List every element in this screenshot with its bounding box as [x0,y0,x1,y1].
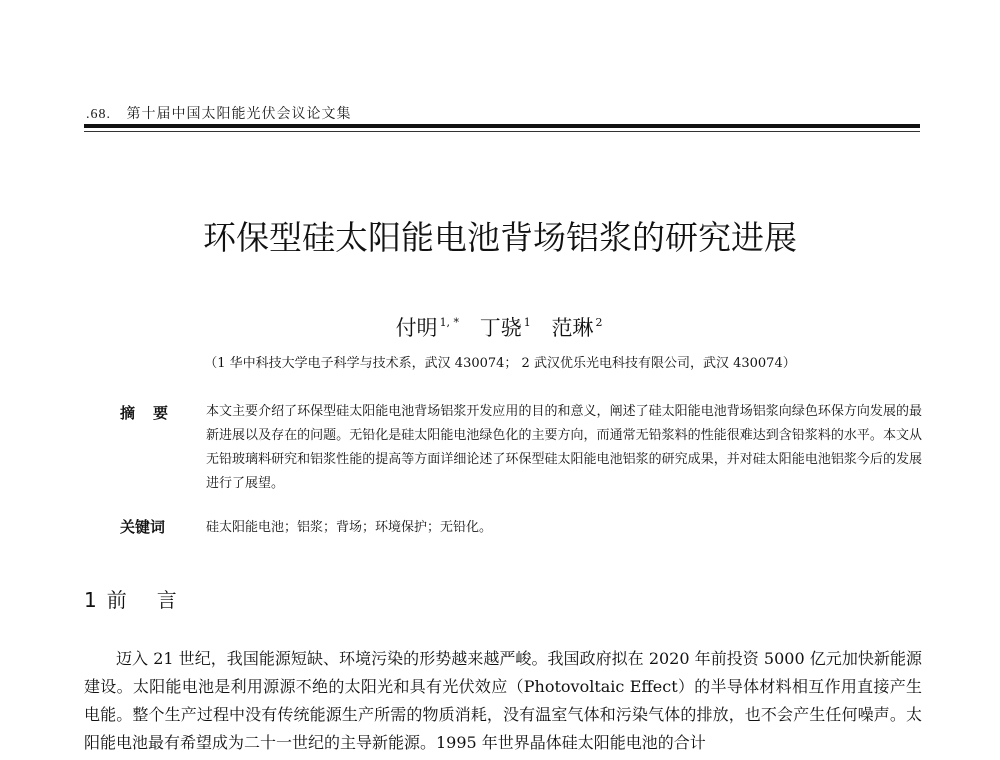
author-affiliation-mark: 2 [595,316,603,329]
author-name: 范琳 [551,316,594,340]
keywords-label: 关键词 [120,518,166,536]
header-rule-thick [84,124,920,128]
author-3 [551,316,604,340]
affiliation-line: （1 华中科技大学电子科学与技术系，武汉 430074； 2 武汉优乐光电科技有限公司，武汉 430074） [204,356,796,371]
header-rule-thin [84,131,920,132]
author-name: 付明 [395,316,438,340]
proceedings-title: 第十届中国太阳能光伏会议论文集 [126,106,352,122]
page-number: .68. [86,107,111,122]
keywords-text: 硅太阳能电池；铝浆；背场；环境保护；无铅化。 [206,520,493,535]
author-2 [480,316,533,340]
author-name: 丁骁 [479,316,522,340]
section-body-paragraph: 迈入 21 世纪，我国能源短缺、环境污染的形势越来越严峻。我国政府拟在 2020 年前投资 5000 亿元加快新能源建设。太阳能电池是利用源源不绝的太阳光和具有光伏效应（Photovoltaic Effect）的半导体材料相互作用直接产生电能。整个生产过程中没有传统能源生产所需的物质消耗，没有温室气体和污染气体的排放，也不会产生任何噪声。太阳能电池最有希望成为二十一世纪的主导新能源。1995 年世界晶体硅太阳能电池的合计 [84,649,922,752]
abstract-text: 本文主要介绍了环保型硅太阳能电池背场铝浆开发应用的目的和意义，阐述了硅太阳能电池背场铝浆向绿色环保方向发展的最新进展以及存在的问题。无铅化是硅太阳能电池绿色化的主要方向，而通常无铅浆料的性能很难达到含铅浆料的水平。本文从无铅玻璃料研究和铝浆性能的提高等方面详细论述了环保型硅太阳能电池铝浆的研究成果，并对硅太阳能电池铝浆今后的发展进行了展望。 [206,404,922,491]
section-heading [84,584,177,613]
paper-title: 环保型硅太阳能电池背场铝浆的研究进展 [203,218,797,257]
author-affiliation-mark: 1, * [439,316,460,329]
section-number: 1 [84,588,97,612]
author-1 [396,316,462,340]
author-affiliation-mark: 1 [523,316,531,329]
author-list [0,312,1000,342]
running-header [86,103,351,123]
section-title-part1: 前 [106,588,127,612]
abstract-label: 摘要 [120,404,187,422]
section-title-part2: 言 [156,588,177,612]
